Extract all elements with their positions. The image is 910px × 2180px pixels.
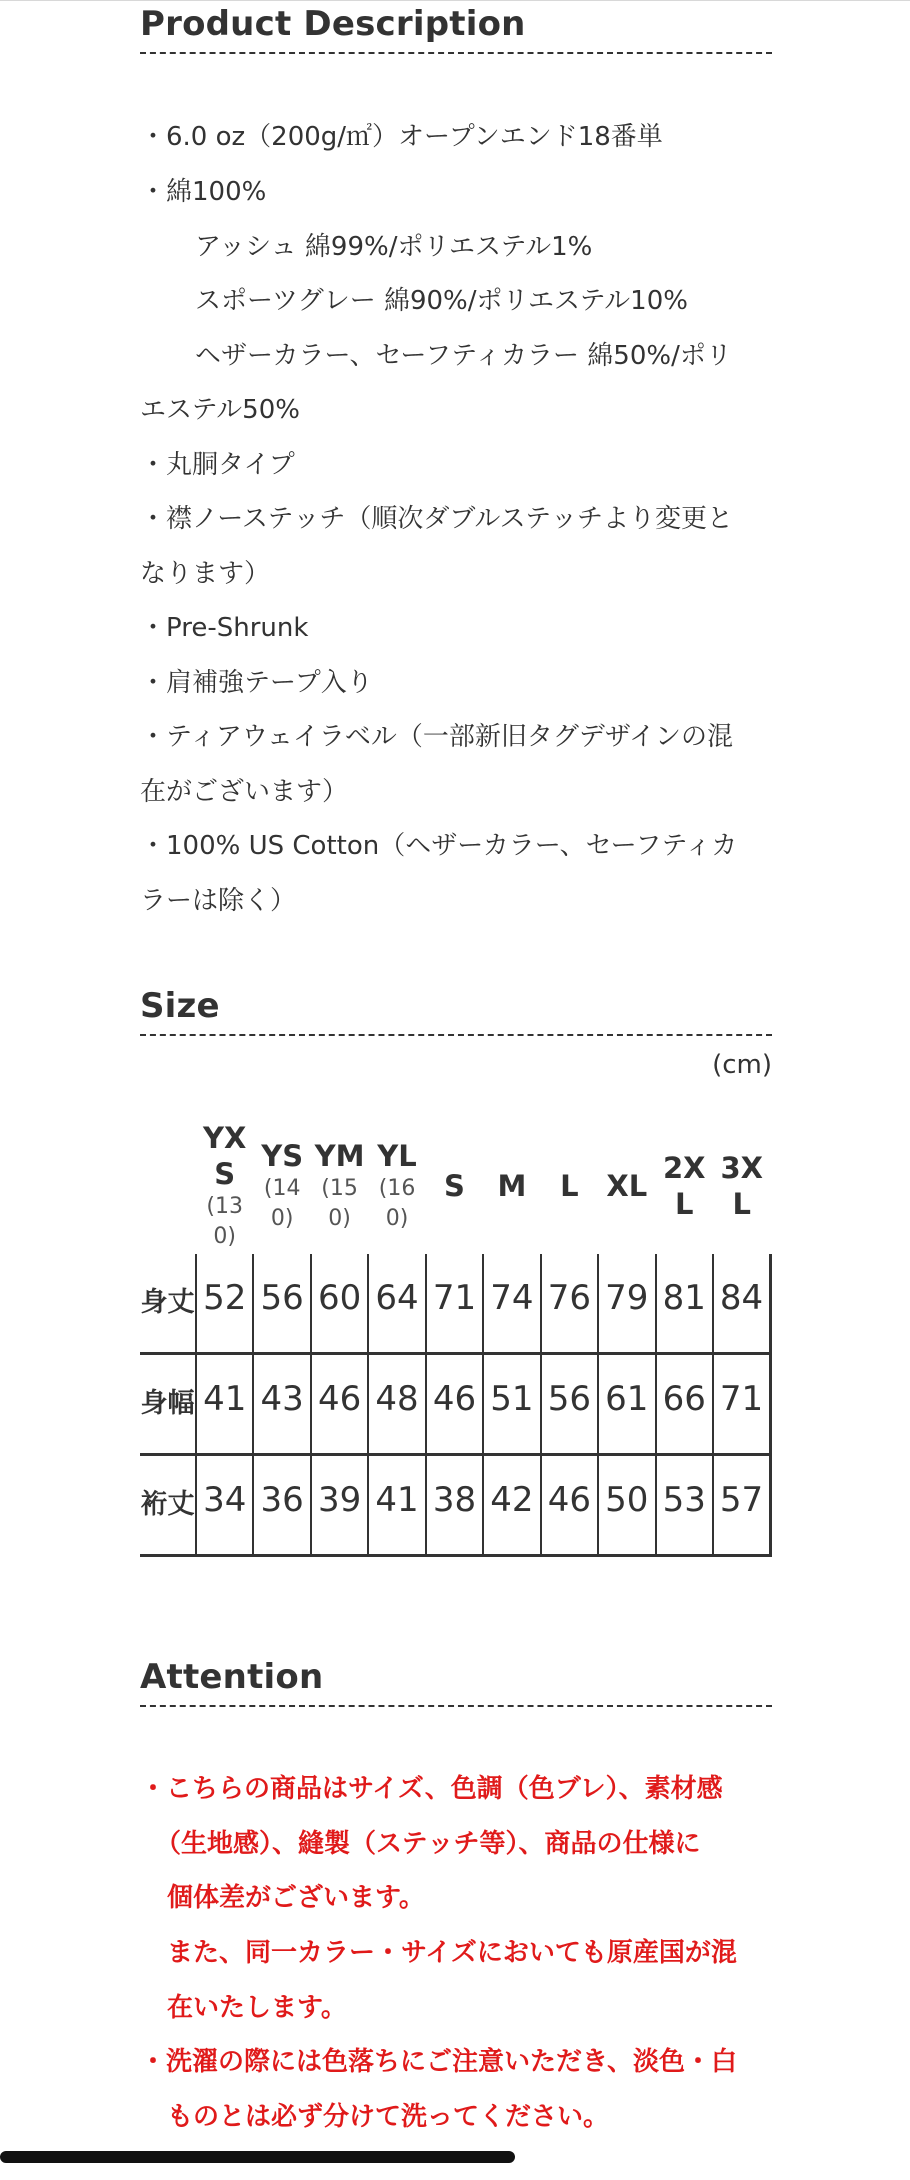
size-value: 36 xyxy=(260,1480,304,1520)
size-row-sleeve xyxy=(140,1455,771,1556)
size-value-cell xyxy=(368,1455,425,1556)
description-line: アッシュ 綿99%/ポリエステル1% xyxy=(195,232,593,262)
size-value: 46 xyxy=(432,1379,477,1419)
size-value: 34 xyxy=(203,1480,247,1520)
size-column-label: YL xyxy=(377,1139,417,1173)
size-value-cell xyxy=(196,1455,253,1556)
size-table xyxy=(140,1118,772,1557)
size-value-cell xyxy=(196,1354,253,1455)
attention-divider xyxy=(140,1705,772,1707)
description-line: ・ティアウェイラベル（一部新旧タグデザインの混 xyxy=(140,722,734,752)
size-value: 81 xyxy=(662,1278,706,1318)
size-value: 60 xyxy=(317,1278,362,1318)
attention-line: ものとは必ず分けて洗ってください。 xyxy=(167,2102,610,2132)
size-column-label: S xyxy=(444,1169,465,1203)
description-line: ・丸胴タイプ xyxy=(140,450,295,480)
size-value-cell xyxy=(196,1254,253,1354)
attention-line: ・こちらの商品はサイズ、色調（色ブレ）、素材感 xyxy=(140,1774,723,1804)
size-value: 79 xyxy=(605,1278,649,1318)
size-value-cell xyxy=(426,1254,483,1354)
size-value-cell xyxy=(368,1254,425,1354)
size-header-row xyxy=(140,1118,771,1254)
horizontal-scrollbar[interactable] xyxy=(0,2151,515,2163)
description-line: ・肩補強テープ入り xyxy=(140,668,373,698)
size-column-header xyxy=(311,1118,368,1254)
description-line: スポーツグレー 綿90%/ポリエステル10% xyxy=(195,286,688,316)
size-row-label: 裄丈 xyxy=(140,1455,196,1556)
size-value: 48 xyxy=(375,1379,419,1419)
description-line: ヘザーカラー、セーフティカラー 綿50%/ポリ xyxy=(195,341,732,371)
size-value-cell xyxy=(426,1354,483,1455)
size-value-cell xyxy=(253,1354,310,1455)
size-value-cell xyxy=(368,1354,425,1455)
size-value: 53 xyxy=(662,1480,706,1520)
description-line: ・Pre-Shrunk xyxy=(140,613,309,643)
size-value-cell xyxy=(426,1455,483,1556)
size-value: 39 xyxy=(317,1480,362,1520)
top-divider xyxy=(0,0,910,1)
description-line: なります） xyxy=(140,559,271,589)
size-column-header xyxy=(656,1118,713,1254)
description-line: ・綿100% xyxy=(140,177,267,207)
size-value: 66 xyxy=(662,1379,706,1419)
size-value-cell xyxy=(541,1455,598,1556)
size-value: 56 xyxy=(547,1379,591,1419)
size-value: 42 xyxy=(490,1480,534,1520)
size-column-header xyxy=(598,1118,655,1254)
size-value-cell xyxy=(656,1354,713,1455)
description-line: エステル50% xyxy=(140,395,300,425)
size-value: 51 xyxy=(490,1379,534,1419)
size-column-label: YS xyxy=(261,1139,304,1173)
size-unit-label: (cm) xyxy=(712,1050,772,1080)
size-column-header xyxy=(196,1118,253,1254)
description-divider xyxy=(140,52,772,54)
size-value: 52 xyxy=(203,1278,247,1318)
size-value: 61 xyxy=(605,1379,649,1419)
size-value: 74 xyxy=(490,1278,534,1318)
size-column-height: (140) xyxy=(263,1176,301,1231)
attention-line: 個体差がございます。 xyxy=(167,1883,425,1913)
size-heading: Size xyxy=(140,986,220,1026)
size-column-height: (130) xyxy=(206,1194,243,1249)
size-column-header xyxy=(368,1118,425,1254)
size-column-label: L xyxy=(560,1169,579,1203)
size-value: 71 xyxy=(719,1379,764,1419)
size-value: 56 xyxy=(260,1278,304,1318)
size-column-header xyxy=(483,1118,540,1254)
size-value: 71 xyxy=(432,1278,477,1318)
size-row-label: 身幅 xyxy=(140,1354,196,1455)
size-column-height: (160) xyxy=(378,1176,416,1231)
size-value: 46 xyxy=(317,1379,362,1419)
size-value-cell xyxy=(541,1354,598,1455)
size-column-height: (150) xyxy=(321,1176,358,1231)
size-column-label: YXS xyxy=(203,1121,247,1191)
description-line: ・襟ノーステッチ（順次ダブルステッチより変更と xyxy=(140,504,734,534)
attention-heading: Attention xyxy=(140,1657,324,1697)
size-value: 46 xyxy=(547,1480,591,1520)
size-value: 50 xyxy=(605,1480,649,1520)
size-value-cell xyxy=(253,1455,310,1556)
size-column-header xyxy=(541,1118,598,1254)
description-line: ・6.0 oz（200g/㎡）オープンエンド18番単 xyxy=(140,122,663,152)
size-column-label: XL xyxy=(606,1169,648,1203)
description-line: ・100% US Cotton（ヘザーカラー、セーフティカ xyxy=(140,831,738,861)
size-column-label: 3XL xyxy=(720,1151,763,1221)
size-value-cell xyxy=(713,1254,771,1354)
size-value-cell xyxy=(311,1254,368,1354)
size-value: 57 xyxy=(719,1480,764,1520)
size-value-cell xyxy=(311,1455,368,1556)
attention-line: （生地感）、縫製（ステッチ等）、商品の仕様に xyxy=(155,1829,701,1859)
size-value: 43 xyxy=(260,1379,304,1419)
size-value-cell xyxy=(598,1354,655,1455)
size-value-cell xyxy=(483,1455,540,1556)
size-column-label: M xyxy=(497,1169,527,1203)
size-table-corner xyxy=(140,1118,196,1254)
size-value-cell xyxy=(713,1354,771,1455)
size-value: 64 xyxy=(375,1278,419,1318)
size-value-cell xyxy=(253,1254,310,1354)
size-value-cell xyxy=(483,1354,540,1455)
size-column-label: YM xyxy=(314,1139,365,1173)
size-value-cell xyxy=(483,1254,540,1354)
size-value: 38 xyxy=(432,1480,477,1520)
size-value-cell xyxy=(713,1455,771,1556)
size-column-label: 2XL xyxy=(662,1151,706,1221)
product-description-heading: Product Description xyxy=(140,4,526,44)
size-column-header xyxy=(253,1118,310,1254)
size-value-cell xyxy=(598,1455,655,1556)
size-value: 84 xyxy=(719,1278,764,1318)
attention-line: また、同一カラー・サイズにおいても原産国が混 xyxy=(167,1938,737,1968)
size-column-header xyxy=(426,1118,483,1254)
attention-line: 在いたします。 xyxy=(167,1993,347,2023)
size-value: 76 xyxy=(547,1278,591,1318)
size-value-cell xyxy=(311,1354,368,1455)
attention-line: ・洗濯の際には色落ちにご注意いただき、淡色・白 xyxy=(140,2047,737,2077)
description-line: ラーは除く） xyxy=(140,886,297,916)
description-line: 在がございます） xyxy=(140,777,349,807)
size-value: 41 xyxy=(203,1379,247,1419)
size-value-cell xyxy=(656,1455,713,1556)
size-column-header xyxy=(713,1118,771,1254)
size-row-length xyxy=(140,1254,771,1354)
size-value-cell xyxy=(656,1254,713,1354)
size-value-cell xyxy=(598,1254,655,1354)
size-value: 41 xyxy=(375,1480,419,1520)
size-row-width xyxy=(140,1354,771,1455)
size-row-label: 身丈 xyxy=(140,1254,196,1354)
size-value-cell xyxy=(541,1254,598,1354)
size-divider xyxy=(140,1034,772,1036)
